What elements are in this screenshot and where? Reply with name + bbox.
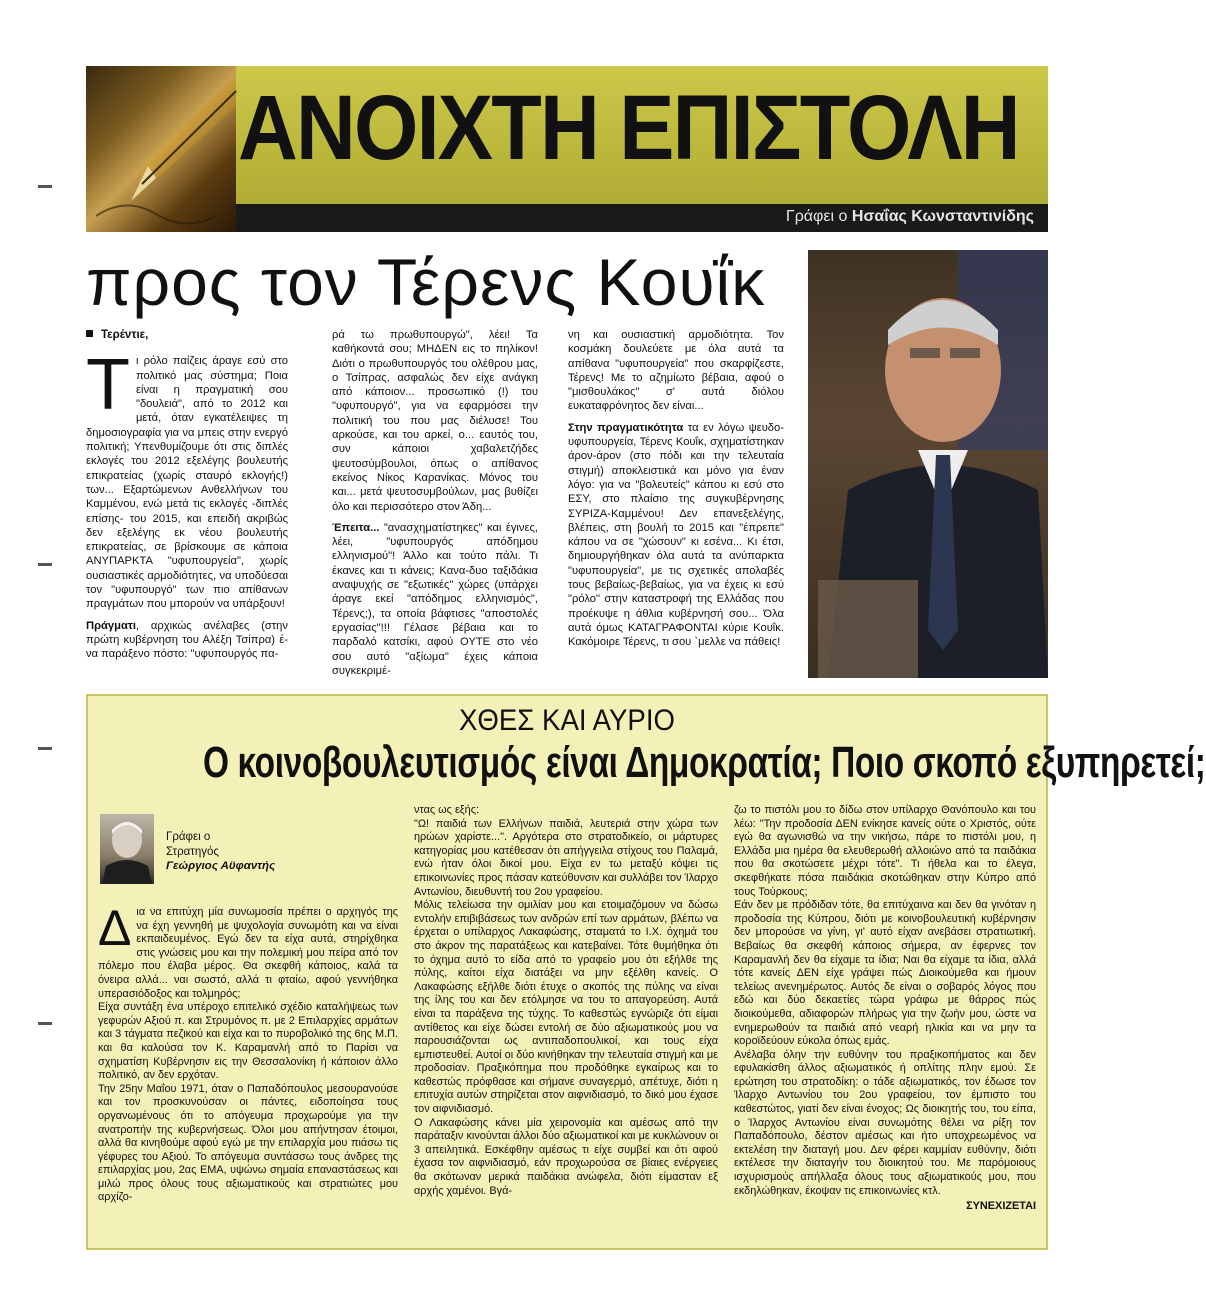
- paragraph-text: , αρχικώς ανέλαβες (στην πρώτη κυβέρνηση του Αλέξη Τσίπρα) έ- να παράξενο πόστο: "υφυπουργός πα-: [86, 619, 288, 661]
- letter-paragraph: [332, 328, 538, 514]
- article-paragraph: [98, 1083, 398, 1205]
- article-paragraph: [734, 1049, 1036, 1199]
- greeting: [86, 328, 288, 342]
- letter-paragraph: [86, 619, 288, 662]
- open-letter-banner: [86, 66, 1048, 232]
- drop-cap: Δ: [98, 900, 132, 956]
- greeting-text: Τερέντιε,: [101, 329, 149, 341]
- lead-in: Πράγματι: [86, 619, 136, 632]
- letter-column-1: [86, 328, 288, 669]
- lead-in: Στην πραγματικότητα: [568, 421, 684, 434]
- byline-prefix: Γράφει ο: [785, 208, 848, 225]
- column-kicker: ΧΘΕΣ ΚΑΙ ΑΥΡΙΟ: [459, 704, 675, 737]
- paragraph-text: νη και ουσιαστική αρμοδιότητα. Τον κοσμάκη δουλεύετε με όλα αυτά τα απίθανα "υφυπουργεία" που σκαρφίζεστε, Τέρενς! Με το αζημίωτο βέβαια, αφού ο "μισθουλάκος" σ' αυτά διόλου ευκαταφρόνητος δεν είναι...: [568, 329, 784, 413]
- letter-paragraph: [332, 521, 538, 678]
- article-paragraph: [414, 899, 718, 1117]
- scan-mark: [38, 185, 52, 188]
- scan-mark: [38, 1022, 52, 1025]
- article-paragraph: [414, 1117, 718, 1199]
- paragraph-text: "ανασχηματίστηκες" και έγινες, λέει, "υφυπουργός απόδημου ελληνισμού"! Άλλο και τούτο πάλι. Τι έκανες και τι κάνεις; Κανα-δυο ταξιδάκια αναψυχής σε "εξωτικές" χώρες (υπάρχει άραγε εκεί "απόδημος ελληνισμός", Τέρενς;), τα οποία βάφτισες "αποστολές εργασίας"!!! Γέλασε βέβαια και το παρδαλό κατσίκι, αφού ΟΥΤΕ στο νέο σου αυτό "αξίωμα" έχεις κάποια συγκεκριμέ-: [332, 521, 538, 677]
- paragraph-text: ι ρόλο παίζεις άραγε εσύ στο πολιτικό μας σύστημα; Ποια είναι η πραγματική σου "δουλειά", από το 2012 και μετά, όταν εγκατέλειψες τη δημοσιογραφία για να μπεις στην ενεργό πολιτική; Υπενθυμίζουμε ότι στις διπλές εκλογές του 2012 εξελέγης βουλευτής επικρατείας (χωρίς σταυρό εκλογής!) των... Εξαρτώμενων Ανθελλήνων του Καμμένου, ενώ μετά τις εκλογές -διπλές επίσης- του 2015, και επειδή ακριβώς δεν εξελέγης εκ νέου βουλευτής επικρατείας, σε βρίσκουμε σε κάποια ΑΝΥΠΑΡΚΤΑ "υφυπουργεία", χωρίς ουσιαστικές αρμοδιότητες, να υποδύεσαι τον "υφυπουργό" των πιο απίθανων πραγμάτων που μπορούν να υπάρξουν!: [86, 355, 288, 611]
- open-letter-article: [86, 66, 1048, 683]
- article-column-2: [414, 804, 718, 1198]
- continued-label: ΣΥΝΕΧΙΖΕΤΑΙ: [966, 1200, 1036, 1213]
- banner-title: ΑΝΟΙΧΤΗ ΕΠΙΣΤΟΛΗ: [238, 77, 1019, 179]
- article-headline: Ο κοινοβουλευτισμός είναι Δημοκρατία; Ποιο σκοπό εξυπηρετεί;: [202, 738, 1206, 787]
- paragraph-text: "Ω! παιδιά των Ελλήνων παιδιά, λευτεριά στην χώρα των ηρώων χαρίστε...". Αργότερα στο στρατοδικείο, οι μάρτυρες κατηγορίας μου κατέθεσαν ότι απήγγειλα στίχους του Παλαμά, ενώ ήταν όλοι δικοί μου. Είχα εν τω μεταξύ κόψει τις επικοινωνίες προς πάσαν κατεύθυνσιν και συλλάβει τον Ίλαρχο Αντωνίου, διευθυντή του 2ου γραφείου.: [414, 817, 718, 898]
- article-column-1: [98, 900, 398, 1205]
- letter-subtitle: προς τον Τέρενς Κουΐκ: [86, 245, 766, 319]
- lead-in: Έπειτα...: [332, 521, 380, 534]
- paragraph-text: Μόλις τελείωσα την ομιλίαν μου και ετοιμαζόμουν να δώσω εντολήν επιβιβάσεως των ανδρών επί των αρμάτων, βλέπω να έρχεται ο υπίλαρχος Λακαφώσης, σταματά το Ι.Χ. όχημά του στο άκρον της παρατάξεως και κατεβαίνει. Τότε θυμήθηκα ότι το όχημα αυτό το είδα από το γραφείο μου ότι εξήλθε της πύλης, καίτοι είχα διατάξει να μην εξέλθη κανείς. Ο Λακαφώσης εξήλθε διότι έτυχε ο σκοπός της πύλης να είναι της ίλης του και δεν ετόλμησε να του το απαγορεύση. Αυτά είναι τα παράξενα της τύχης. Το καθεστώς εγνώριζε ότι είμαι αντίθετος και είχε δώσει εντολή σε δύο αξιωματικούς μου να παρουσιάζονται ως αντιπαδοπουλικοί, και τους είχα εμπιστευθεί. Αυτοί οι δύο κινήθηκαν την τελευταία στιγμή και με προδοσίαν. Πραξικόπημα που προδόθηκε εγκαίρως και το καθεστώς πρόφθασε και σήμανε συναγερμό, απέτυχε, διότι η επιτυχία αυτών στηρίζεται στον αιφνιδιασμό, το δικό μου έχασε τον αιφνιδιασμό.: [414, 899, 718, 1116]
- fountain-pen-image: [86, 66, 236, 232]
- article-paragraph: [98, 900, 398, 1001]
- paragraph-text: τα εν λόγω ψευδο-υφυπουργεία, Τέρενς Κουΐκ, σχηματίστηκαν άρον-άρον (στο πόδι και την τελευταία στιγμή) αποκλειστικά και μόνο για έναν λόγο: για να "βολευτείς" κάπου κι εσύ στο ΕΣΥ, στο πλαίσιο της συγκυβέρνησης ΣΥΡΙΖΑ-Καμμένου! Δεν επανεξελέγης, βλέπεις, στη βουλή το 2015 και "έπρεπε" κάπου να σε "χώσουν" κι εσένα... Κι έτσι, δημιουργήθηκαν όλα αυτά τα ανύπαρκτα "υφυπουργεία", με τις σχετικές απολαβές τους βεβαίως-βεβαίως, για να έχεις κι εσύ "ρόλο" στην καταστροφή της Ελλάδας που προέκυψε η άθλια κυβέρνησή σου... Όλα αυτά όμως ΚΑΤΑΓΡΑΦΟΝΤΑΙ κύριε Κουΐκ. Κακόμοιρε Τέρενς, τι σου `μελλε να πάθεις!: [568, 421, 784, 649]
- drop-cap: Τ: [86, 345, 130, 426]
- paragraph-text: ζω το πιστόλι μου το δίδω στον υπίλαρχο Θανόπουλο και του λέω: "Την προδοσία ΔΕΝ ενίκησε κανείς ούτε ο Χριστός, ούτε εγώ θα αγωνισθώ να την νικήσω, πάρε το πιστόλι μου, η Ελλάδα μια ημέρα θα ελευθερωθή αλλοιώνο από τα παιδάκια που θα σκοτώσετε μέχρι τότε". Τι ήθελα και το έλεγα, σκεφθήκατε πόσα παιδάκια σκοτώθηκαν στην Κύπρο από τους Τούρκους;: [734, 804, 1036, 898]
- byline-bar: [236, 204, 1048, 232]
- author-prefix: Γράφει ο: [166, 831, 211, 843]
- article-paragraph: [734, 899, 1036, 1049]
- letter-column-3: [568, 328, 784, 657]
- yesterday-tomorrow-article: [86, 694, 1206, 1250]
- byline: [786, 208, 1034, 226]
- article-paragraph: [414, 818, 718, 900]
- author-byline: [166, 830, 275, 874]
- byline-author: Ησαΐας Κωνσταντινίδης: [851, 208, 1034, 225]
- letter-column-2: [332, 328, 538, 685]
- scan-mark: [38, 747, 52, 750]
- scan-mark: [38, 563, 52, 566]
- paragraph-text: Την 25ην Μαΐου 1971, όταν ο Παπαδόπουλος μεσουρανούσε και τον προσκυνούσαν οι πάντες, ειδοποίησα τους οργανωμένους ότι το απόγευμα προχωρούμε για την ανατροπήν της κυβερνήσεως. Όλοι μου απήντησαν έτοιμοι, αλλά θα κινηθούμε αφού εγώ με την επιλαρχία μου πιάσω τις γέφυρες του Αξιού. Το απόγευμα συντάσσω τους άνδρες της επιλαρχίας μου, 2ας ΕΜΑ, υψώνω σημαία επαναστάσεως και μιλώ προς όλους τους αξιωματικούς και στρατιώτες μου αρχίζο-: [98, 1082, 398, 1204]
- letter-paragraph: [86, 345, 288, 611]
- paragraph-text: ρά τω πρωθυπουργώ", λέει! Τα καθήκοντά σου; ΜΗΔΕΝ εις το πηλίκον! Διότι ο πρωθυπουργός του ολέθρου μας, ο Τσίπρας, ασφαλώς δεν είχε ανάγκη από κάποιον... προσωπικό (!) του "υφυπουργό", για να εφαρμόσει την πολιτική του που μας διέλυσε! Του αρκούσε, και του αρκεί, ο... εαυτός του, συν κάποιοι χαβαλετζήδες ψευτοσύμβουλοι, όπως ο απίθανος εκείνος Νίκος Καρανίκας. Μόνος του και... μετά ψευτοσυμβούλων, μας βυθίζει όλο και περισσότερο στον Άδη...: [332, 329, 538, 513]
- article-column-3: [734, 804, 1036, 1214]
- paragraph-text: Ανέλαβα όλην την ευθύνην του πραξικοπήματος και δεν εφυλακίσθη άλλος αξιωματικός ή οπλίτης πλην εμού. Σε ερώτηση του στρατοδίκη: ο τάδε αξιωματικός, τον έδωσε τον Ίλαρχο Αντωνίου του 2ου γραφείου, τον έμπιστο του καθεστώτος, γιατί δεν είναι ένοχος; Ως διοικητής του, του είπα, ο Ίλαρχος Αντωνίου είναι συνωμότης θέλει να ρίξη τον Παπαδόπουλο, δέστον αμέσως και ήτο υποχρεωμένος να εκτελέση την διαταγή μου. Δεν φέρει καμμίαν ευθύνην, διότι εκτέλεσε την διαταγήν του διοικητού του. Με παρόμοιους ισχυρισμούς απήλλαξα όλους τους αξιωματικούς μου, που εκδηλώθηκαν, έκοψαν τις επικοινωνίες κτλ.: [734, 1048, 1036, 1197]
- article-paragraph: [98, 1001, 398, 1083]
- author-name: Γεώργιος Αϋφαντής: [166, 860, 276, 872]
- square-bullet-icon: [86, 330, 93, 337]
- paragraph-text: Είχα συντάξη ένα υπέροχο επιτελικό σχέδιο καταλήψεως των γεφυρών Αξιού π. και Στρυμόνος π. με 2 Επιλαρχίες αρμάτων και 3 τάγματα πεζικού και είχα και το πυροβολικό της 6ης Μ.Π. και θα καλούσα τον Κ. Καραμανλή από το Παρίσι να σχηματίση Κυβέρνησιν εις την Θεσσαλονίκη ή κάποιον άλλο πολιτικό, αν δεν ερχόταν.: [98, 1001, 398, 1082]
- letter-paragraph: [568, 328, 784, 414]
- article-paragraph: [414, 804, 718, 818]
- paragraph-text: ια να επιτύχη μία συνωμοσία πρέπει ο αρχηγός της να έχη γεννηθή με ψυχολογία συνωμότη και να είναι εκπαιδευμένος. Εγώ δεν τα είχα αυτά, στηρίχθηκα στις γνώσεις μου και την πολεμική μου πείρα από τον πόλεμο που έλαβα μέρος. Θα σκεφθή κάποιος, καλά τα όνειρα αλλά... ναι σωστό, αλλά τι φταίω, αφού γεννήθηκα υπερασιόδοξος και τολμηρός;: [98, 906, 398, 1000]
- politician-photo: [808, 250, 1048, 678]
- letter-paragraph: [568, 421, 784, 650]
- author-rank: Στρατηγός: [166, 845, 219, 858]
- paragraph-text: Εάν δεν με πρόδιδαν τότε, θα επιτύχαινα και δεν θα γινόταν η προδοσία της Κύπρου, διότι με κοινοβουλευτική κυβέρνησιν δεν μπορούσε να γίνη, γι' αυτό είχαν ανεβάσει στρατιωτική. Βεβαίως θα σκεφθή κάποιος σήμερα, αν έφερνες τον Καραμανλή δεν θα είχαμε τα ίδια; Ναι θα είχαμε τα ίδια, αλλά τότε κανείς ΔΕΝ είχε γράψει πώς Διοικούμεθα και ήμουν τελείως ανενημέρωτος. Αυτός δε είναι ο σοβαρός λόγος που εδώ και δύο δεκαετίες τώρα γράφω με θάρρος πώς διοικούμεθα, αδιαφορών πλήρως για την ζωήν μου, ώστε να ενημερωθούν τα παιδιά από νεαρή ηλικία και να μην τα κοροϊδεύουν εύκολα όπως εμάς.: [734, 899, 1036, 1048]
- paragraph-text: ντας ως εξής:: [414, 804, 480, 816]
- article-paragraph: [734, 804, 1036, 899]
- author-photo: [100, 814, 154, 884]
- paragraph-text: Ο Λακαφώσης κάνει μία χειρονομία και αμέσως από την παράταξιν κινούνται άλλοι δύο αξιωματικοί και με κυκλώνουν οι 3 απειλητικά. Εσκέφθην αμέσως τι είχε συμβεί και ότι αφού έχασα τον αιφνιδιασμό, εάν προχωρούσα σε βίαιες ενέργειες θα σκότωναν μερικά παιδάκια ανώφελα, διότι είμασταν εξ αρχής χαμένοι. Βγά-: [414, 1116, 718, 1197]
